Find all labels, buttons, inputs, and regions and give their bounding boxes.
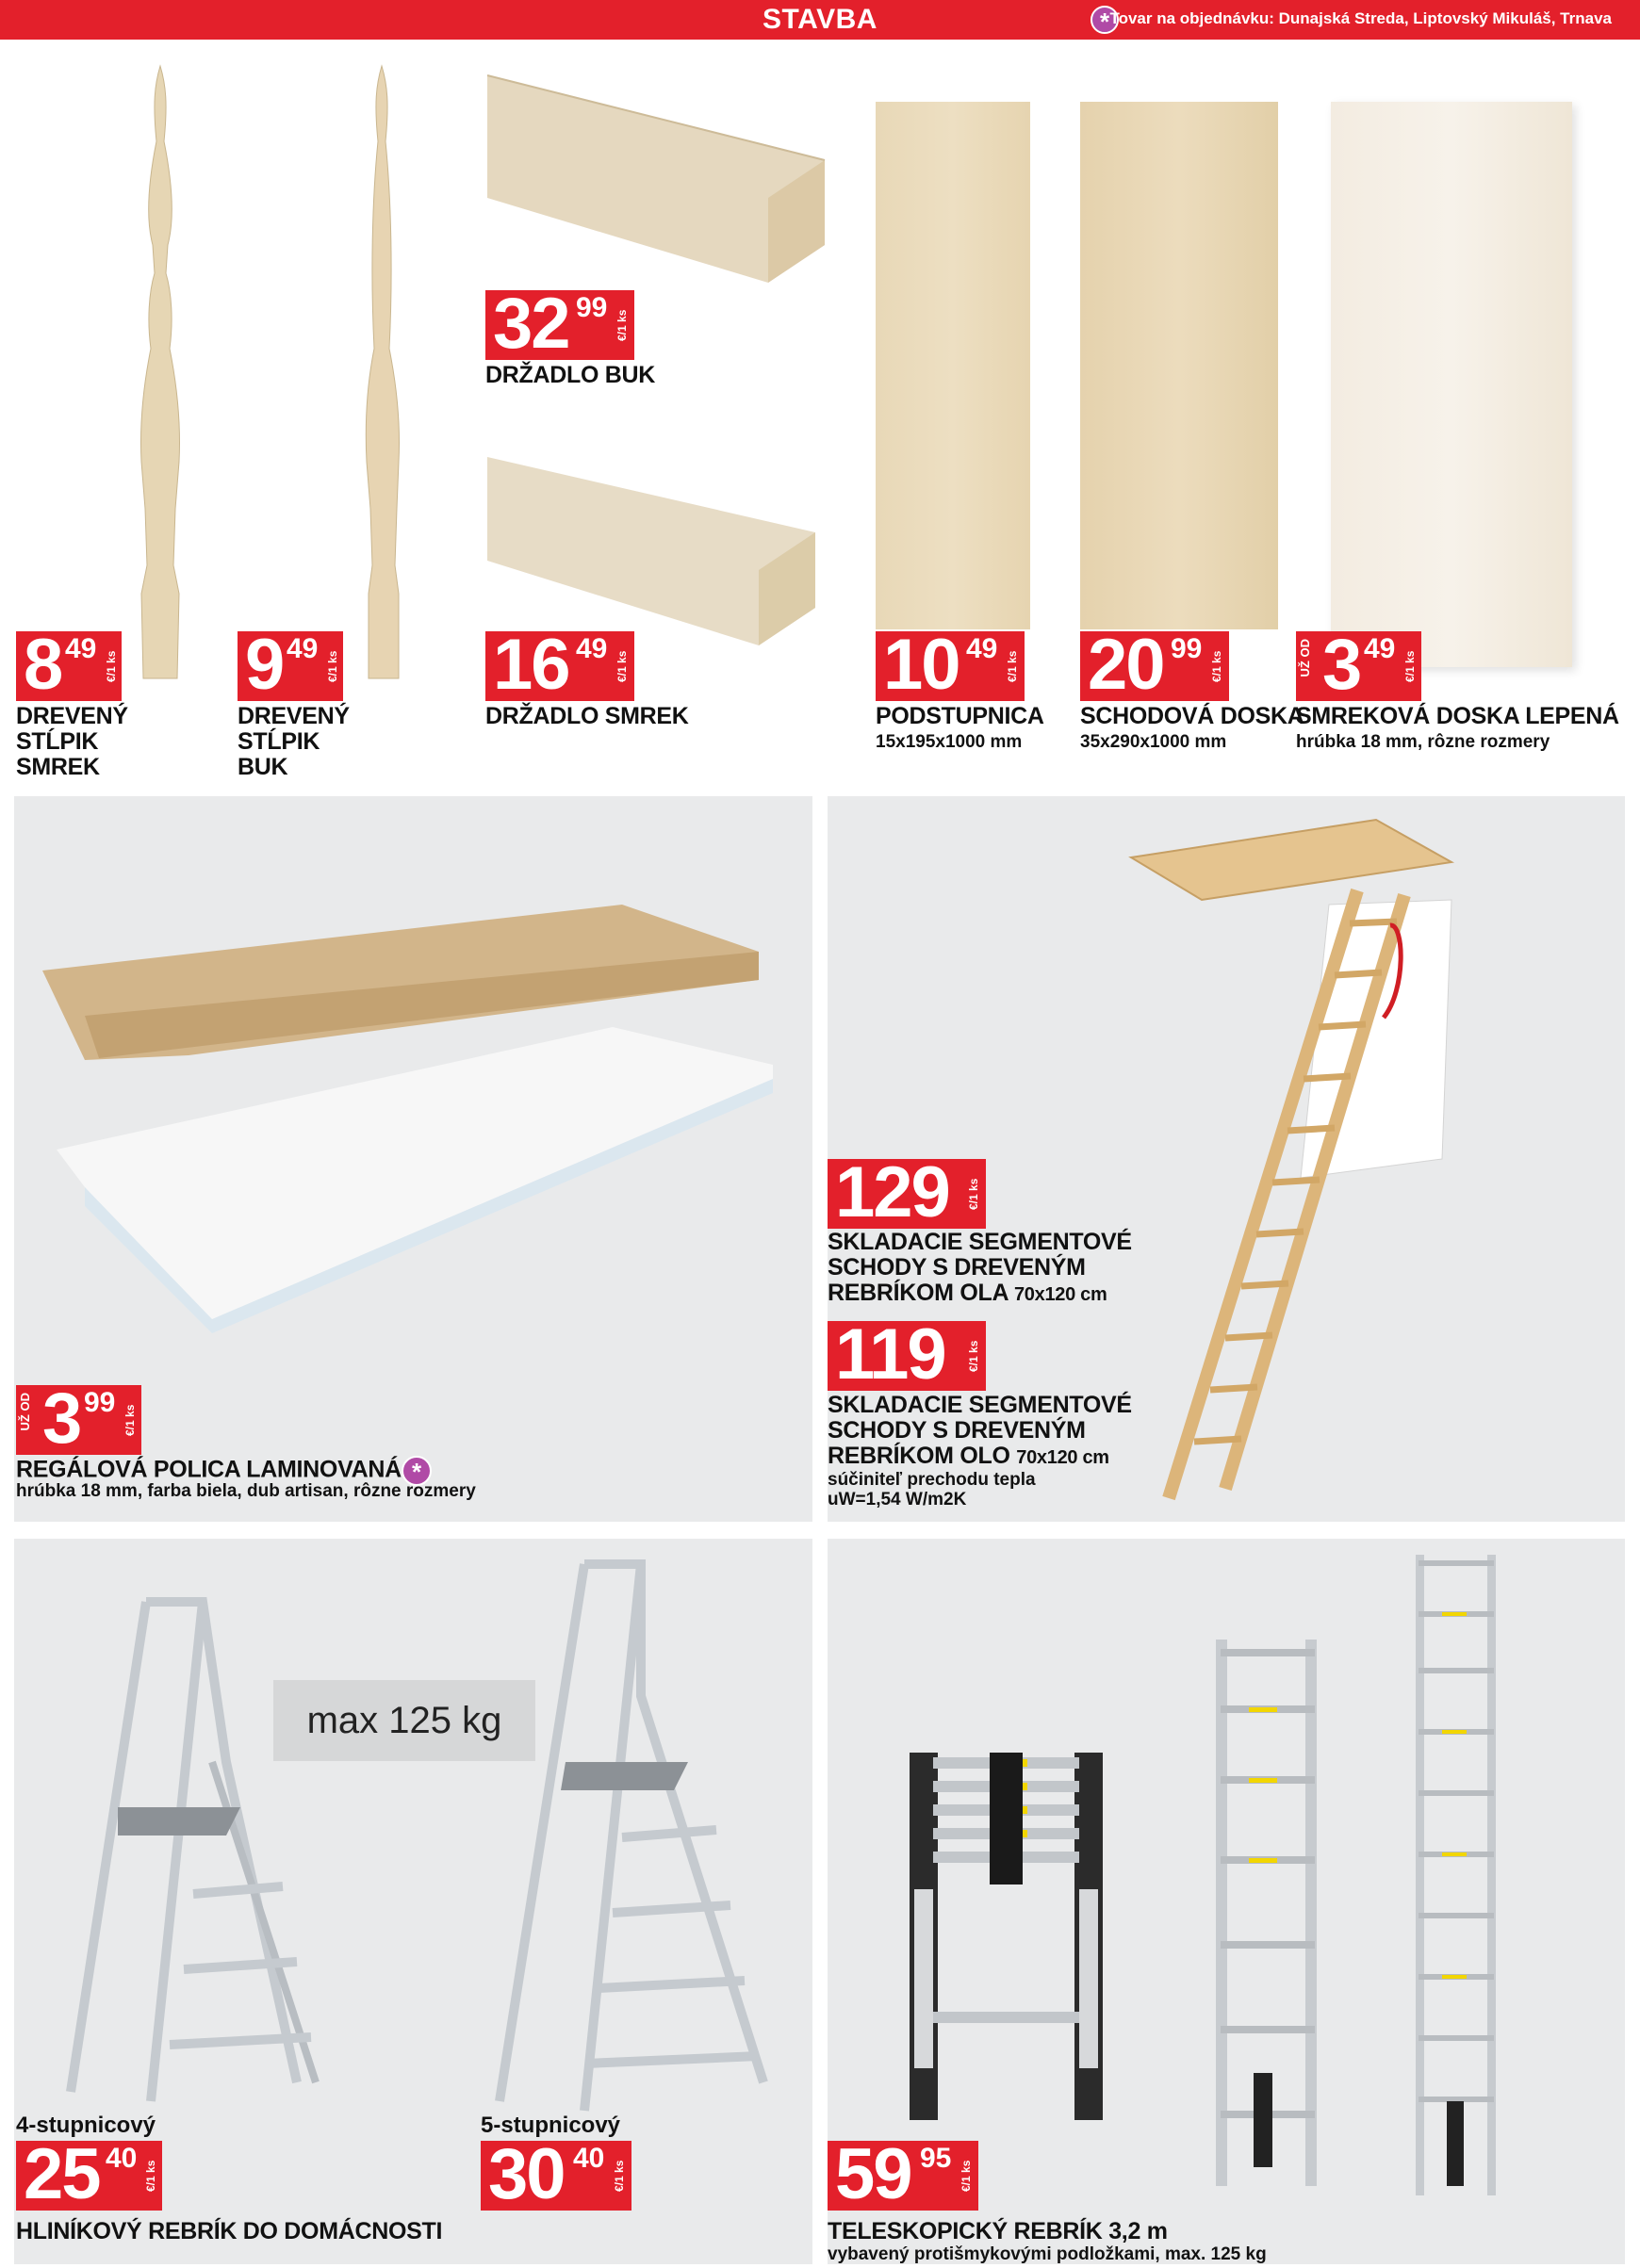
product-name-stlpik-smrek: DREVENÝ STĹPIK SMREK bbox=[16, 703, 128, 780]
product-name-schodova-doska: SCHODOVÁ DOSKA bbox=[1080, 703, 1304, 729]
step-ladder-4-image bbox=[61, 1592, 344, 2120]
product-desc-podstupnica: 15x195x1000 mm bbox=[876, 732, 1023, 752]
product-desc-smrekova-doska: hrúbka 18 mm, rôzne rozmery bbox=[1296, 732, 1550, 752]
order-note: Tovar na objednávku: Dunajská Streda, Liptovský Mikuláš, Trnava bbox=[1109, 9, 1612, 27]
product-name-drzadlo-buk: DRŽADLO BUK bbox=[485, 362, 656, 388]
product-desc-schody-olo: súčiniteľ prechodu tepla uW=1,54 W/m2K bbox=[828, 1470, 1036, 1509]
product-name-podstupnica: PODSTUPNICA bbox=[876, 703, 1044, 729]
product-desc-teleskopicky-rebrik: vybavený protišmykovými podložkami, max. 125 kg bbox=[828, 2244, 1267, 2264]
order-star-icon: * bbox=[402, 1456, 432, 1486]
price-tag-schody-ola: 129 €/1 ks bbox=[828, 1159, 986, 1229]
order-star-icon: * bbox=[1091, 6, 1119, 34]
price-tag-rebrik-4: 25 40 €/1 ks bbox=[16, 2141, 162, 2211]
price-tag-drzadlo-smrek: 16 49 €/1 ks bbox=[485, 631, 634, 701]
product-desc-schodova-doska: 35x290x1000 mm bbox=[1080, 732, 1227, 752]
handrail-spruce-image bbox=[485, 457, 825, 645]
price-tag-regalova-polica: UŽ OD 3 99 €/1 ks bbox=[16, 1385, 141, 1455]
attic-stairs-image bbox=[1131, 820, 1470, 1508]
product-name-teleskopicky-rebrik: TELESKOPICKÝ REBRÍK 3,2 m bbox=[828, 2218, 1168, 2244]
product-name-smrekova-doska: SMREKOVÁ DOSKA LEPENÁ bbox=[1296, 703, 1619, 729]
handrail-beech-image bbox=[485, 75, 825, 283]
price-tag-schodova-doska: 20 99 €/1 ks bbox=[1080, 631, 1229, 701]
variant-4-stupnicovy: 4-stupnicový bbox=[16, 2113, 156, 2138]
product-name-hlinikovy-rebrik: HLINÍKOVÝ REBRÍK DO DOMÁCNOSTI bbox=[16, 2218, 443, 2244]
stair-board-image bbox=[1080, 102, 1278, 629]
glued-board-image bbox=[1331, 102, 1572, 667]
shelf-white-image bbox=[57, 1027, 773, 1338]
price-tag-smrekova-doska: UŽ OD 3 49 €/1 ks bbox=[1296, 631, 1421, 701]
product-name-regalova-polica: REGÁLOVÁ POLICA LAMINOVANÁ * bbox=[16, 1456, 432, 1486]
price-tag-teleskopicky-rebrik: 59 95 €/1 ks bbox=[828, 2141, 978, 2211]
price-tag-schody-olo: 119 €/1 ks bbox=[828, 1321, 986, 1391]
product-desc-regalova-polica: hrúbka 18 mm, farba biela, dub artisan, rôzne rozmery bbox=[16, 1481, 476, 1501]
riser-board-image bbox=[876, 102, 1030, 629]
product-name-stlpik-buk: DREVENÝ STĹPIK BUK bbox=[238, 703, 350, 780]
page-title: STAVBA bbox=[763, 4, 877, 35]
max-load-label: max 125 kg bbox=[273, 1680, 535, 1761]
price-tag-rebrik-5: 30 40 €/1 ks bbox=[481, 2141, 631, 2211]
variant-5-stupnicovy: 5-stupnicový bbox=[481, 2113, 621, 2138]
product-name-schody-olo: SKLADACIE SEGMENTOVÉ SCHODY S DREVENÝM REBRÍKOM OLO 70x120 cm bbox=[828, 1392, 1132, 1469]
baluster-beech-image bbox=[353, 66, 410, 678]
telescopic-ladder-extended-image bbox=[1414, 1555, 1499, 2195]
price-tag-podstupnica: 10 49 €/1 ks bbox=[876, 631, 1025, 701]
product-name-schody-ola: SKLADACIE SEGMENTOVÉ SCHODY S DREVENÝM REBRÍKOM OLA 70x120 cm bbox=[828, 1229, 1132, 1306]
header-bar bbox=[0, 0, 1640, 40]
price-tag-drzadlo-buk: 32 99 €/1 ks bbox=[485, 290, 634, 360]
product-name-drzadlo-smrek: DRŽADLO SMREK bbox=[485, 703, 689, 729]
price-tag-stlpik-buk: 9 49 €/1 ks bbox=[238, 631, 343, 701]
baluster-spruce-image bbox=[132, 66, 189, 678]
telescopic-ladder-collapsed-image bbox=[900, 1748, 1126, 2125]
price-tag-stlpik-smrek: 8 49 €/1 ks bbox=[16, 631, 122, 701]
step-ladder-5-image bbox=[481, 1555, 782, 2139]
telescopic-ladder-half-image bbox=[1211, 1640, 1324, 2186]
